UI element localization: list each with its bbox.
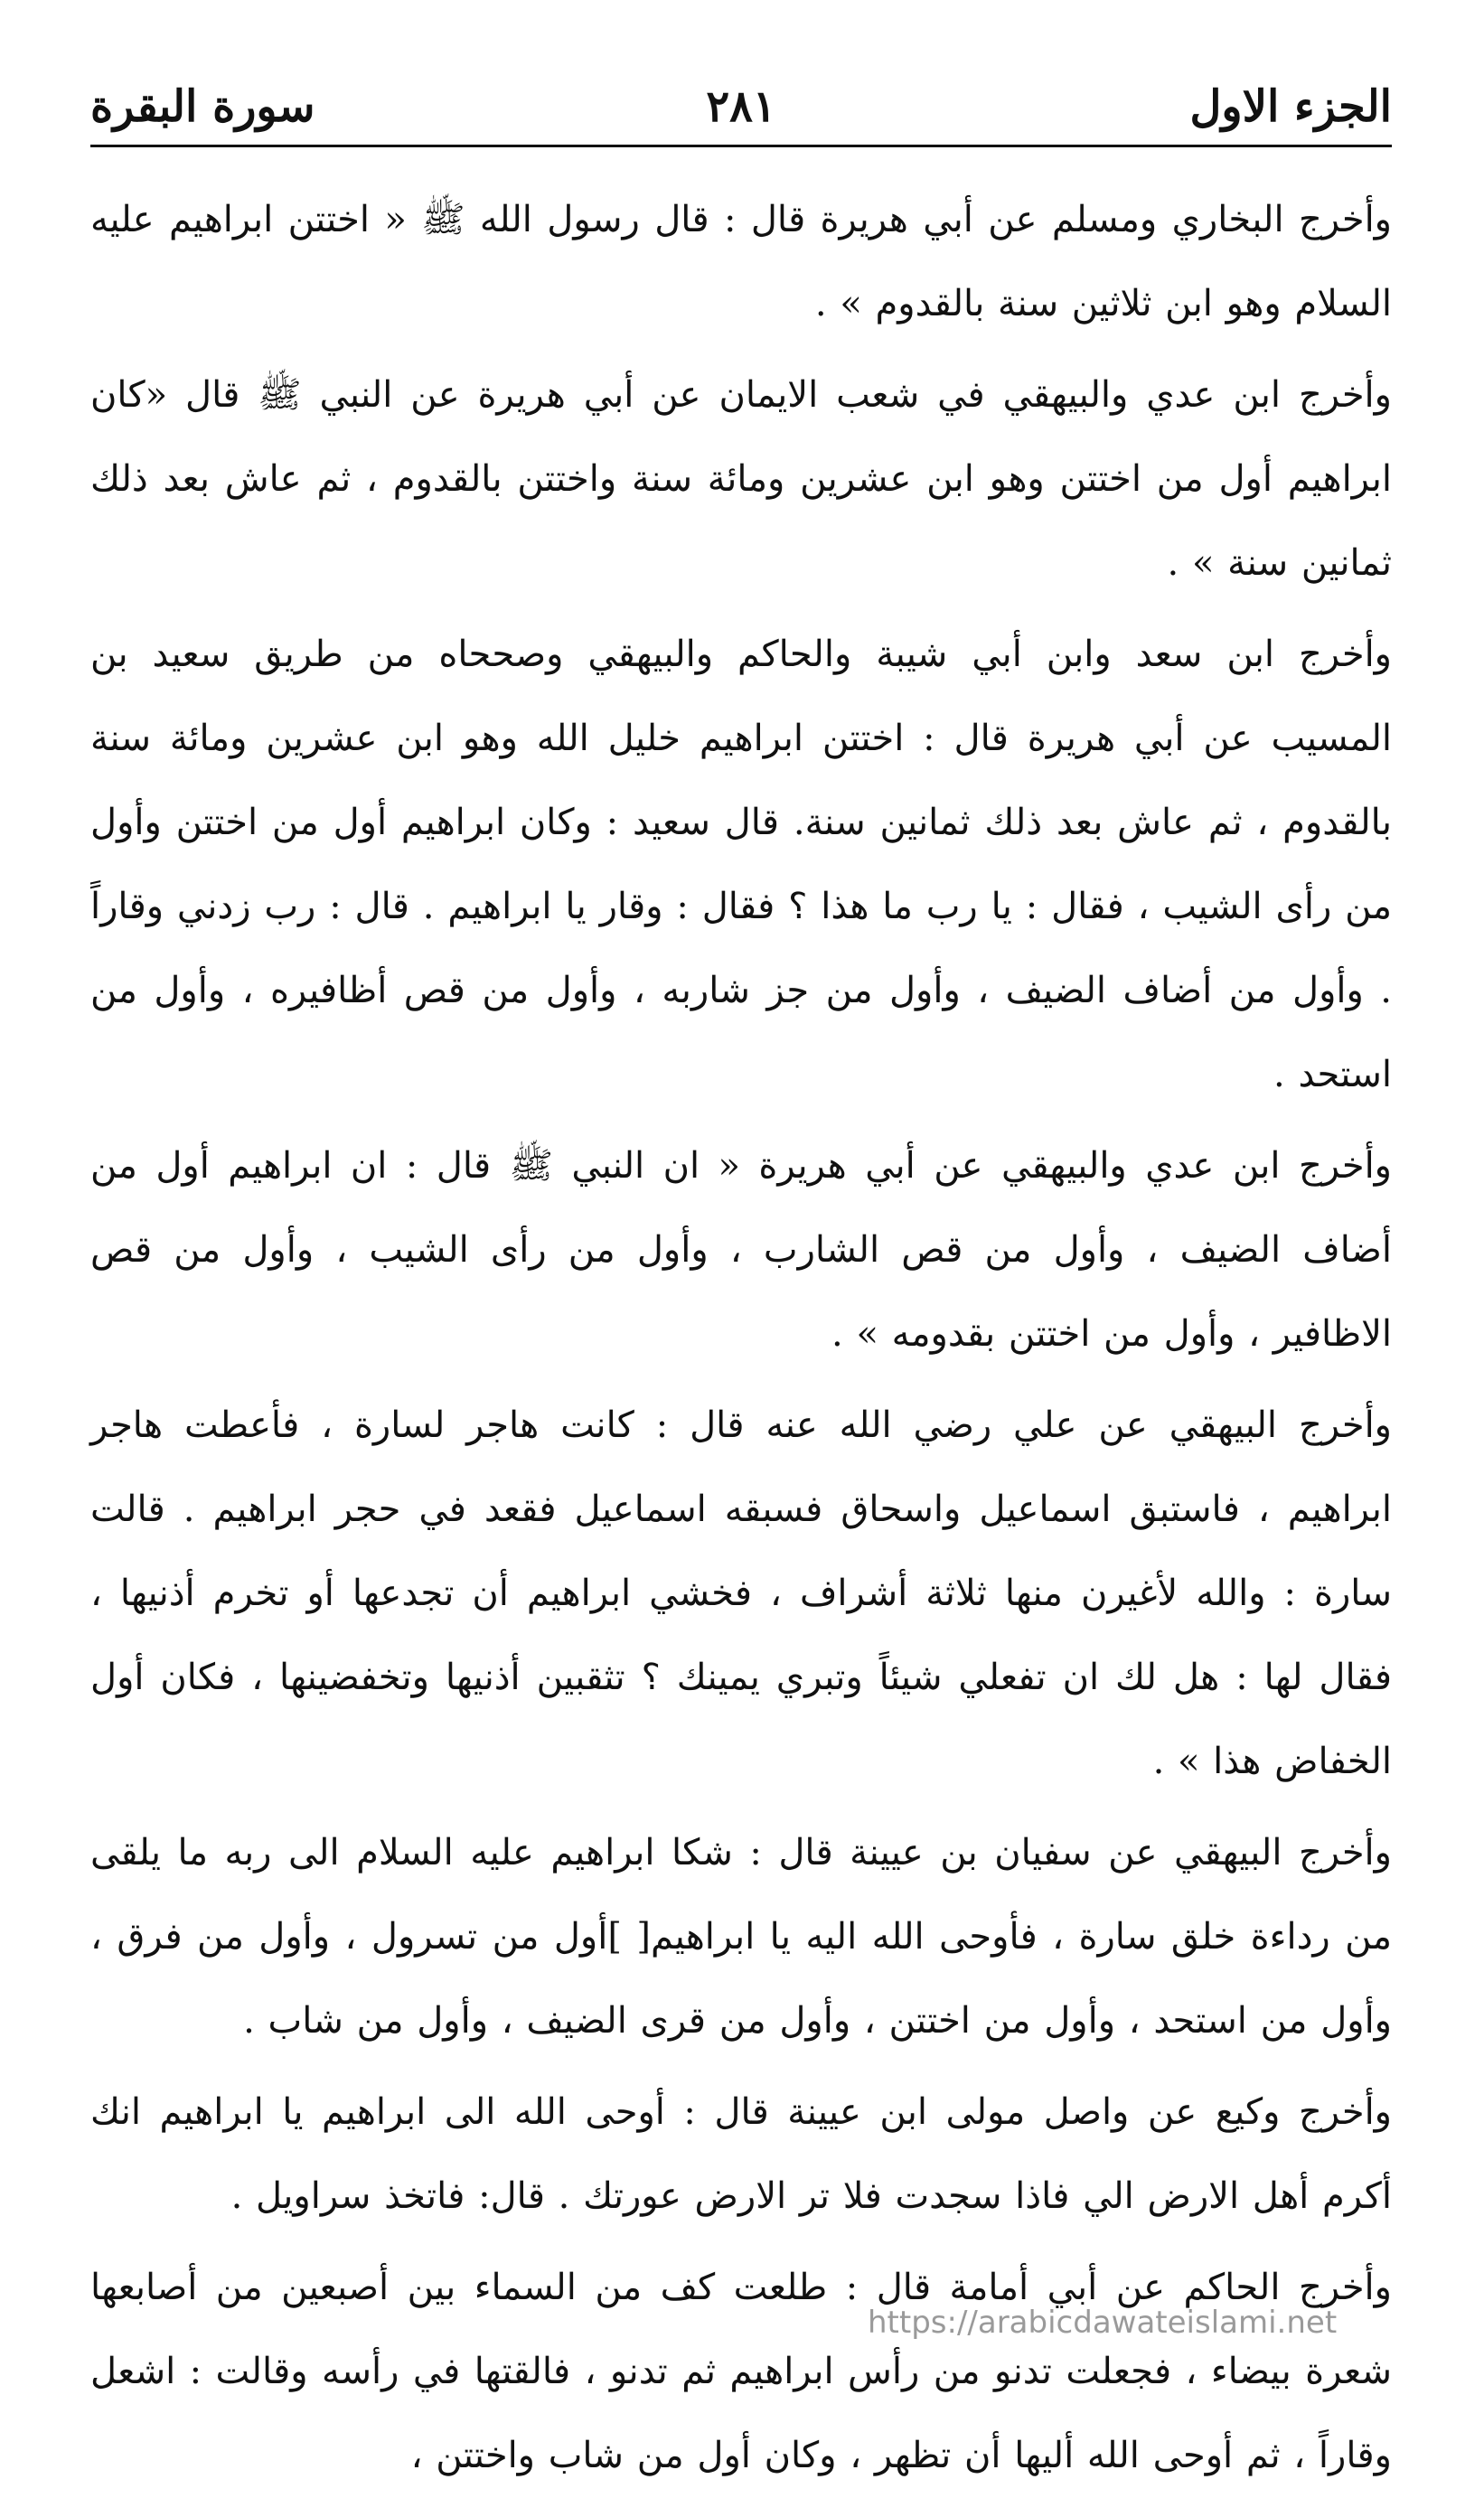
paragraph-8: وأخرج الحاكم عن أبي أمامة قال : طلعت كف من السماء بين أصبعين من أصابعها شعرة بيضاء ، فجعلت تدنو من رأس ابراهيم ثم تدنو ، فالقتها في رأسه وقالت : اشعل وقاراً ، ثم أوحى الله أليها أن تظهر ، وكان أول من شاب واختتن ،: [90, 2267, 1392, 2476]
part-title: الجزء الاول: [1189, 81, 1392, 132]
paragraph-1: وأخرج البخاري ومسلم عن أبي هريرة قال : قال رسول الله ﷺ « اختتن ابراهيم عليه السلام وهو ابن ثلاثين سنة بالقدوم » .: [90, 199, 1392, 324]
paragraph-3: وأخرج ابن سعد وابن أبي شيبة والحاكم والبيهقي وصححاه من طريق سعيد بن المسيب عن أبي هريرة قال : اختتن ابراهيم خليل الله وهو ابن عشرين ومائة سنة بالقدوم ، ثم عاش بعد ذلك ثمانين سنة. قال سعيد : وكان ابراهيم أول من اختتن وأول من رأى الشيب ، فقال : يا رب ما هذا ؟ فقال : وقار يا ابراهيم . قال : رب زدني وقاراً . وأول من أضاف الضيف ، وأول من جز شاربه ، وأول من قص أظافيره ، وأول من استحد .: [90, 634, 1392, 1095]
paragraph-4: وأخرج ابن عدي والبيهقي عن أبي هريرة « ان النبي ﷺ قال : ان ابراهيم أول من أضاف الضيف ، وأول من قص الشارب ، وأول من رأى الشيب ، وأول من قص الاظافير ، وأول من اختتن بقدومه » .: [90, 1145, 1392, 1355]
paragraph-5: وأخرج البيهقي عن علي رضي الله عنه قال : كانت هاجر لسارة ، فأعطت هاجر ابراهيم ، فاستبق اسماعيل واسحاق فسبقه اسماعيل فقعد في حجر ابراهيم . قالت سارة : والله لأغيرن منها ثلاثة أشراف ، فخشي ابراهيم أن تجدعها أو تخرم أذنيها ، فقال لها : هل لك ان تفعلي شيئاً وتبري يمينك ؟ تثقبين أذنيها وتخفضينها ، فكان أول الخفاض هذا » .: [90, 1404, 1392, 1782]
paragraph-6: وأخرج البيهقي عن سفيان بن عيينة قال : شكا ابراهيم عليه السلام الى ربه ما يلقى من رداءة خلق سارة ، فأوحى الله اليه يا ابراهيم[ ]أول من تسرول ، وأول من فرق ، وأول من استحد ، وأول من اختتن ، وأول من قرى الضيف ، وأول من شاب .: [90, 1832, 1392, 2042]
page-header: [90, 54, 1392, 147]
source-watermark: https://arabicdawateislami.net: [868, 2305, 1338, 2341]
paragraph-7: وأخرج وكيع عن واصل مولى ابن عيينة قال : أوحى الله الى ابراهيم يا ابراهيم انك أكرم أهل الارض الي فاذا سجدت فلا تر الارض عورتك . قال: فاتخذ سراويل .: [90, 2091, 1392, 2217]
page-body: [90, 178, 1392, 2498]
page-number: ٢٨١: [706, 81, 776, 132]
paragraph-2: وأخرج ابن عدي والبيهقي في شعب الايمان عن أبي هريرة عن النبي ﷺ قال «كان ابراهيم أول من اختتن وهو ابن عشرين ومائة سنة واختتن بالقدوم ، ثم عاش بعد ذلك ثمانين سنة » .: [90, 374, 1392, 584]
surah-title: سورة البقرة: [90, 81, 315, 132]
